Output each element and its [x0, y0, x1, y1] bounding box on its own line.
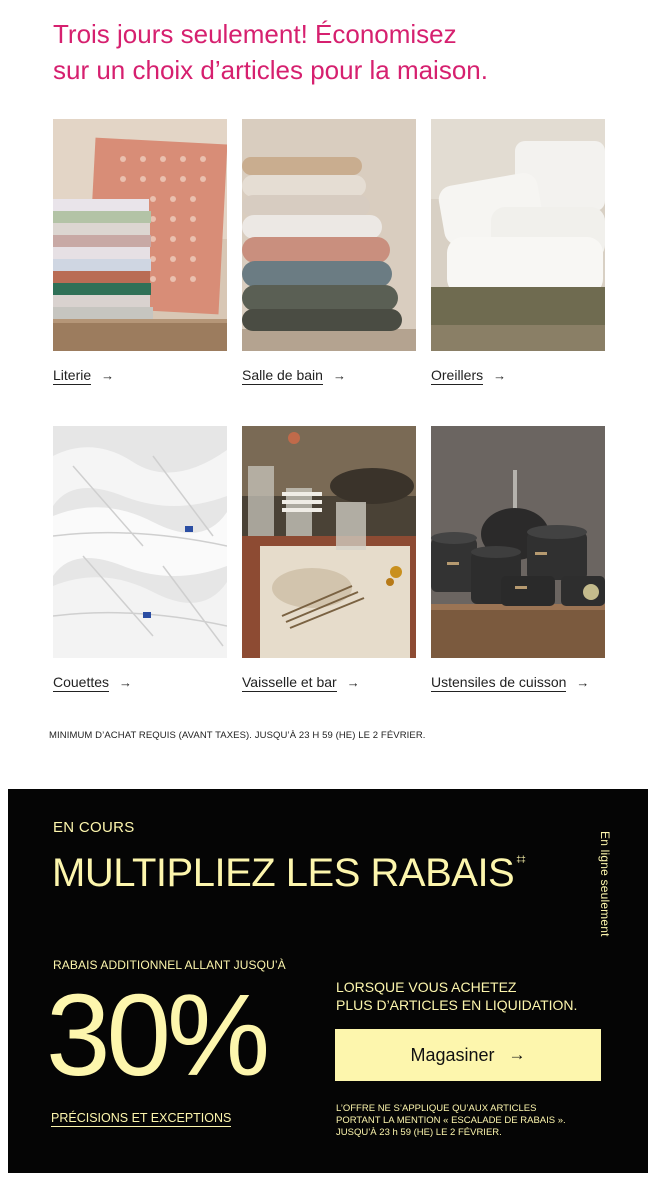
details-and-exceptions-link[interactable]: PRÉCISIONS ET EXCEPTIONS	[51, 1111, 232, 1125]
towels-image	[242, 119, 416, 351]
promo-terms	[336, 1103, 616, 1139]
arrow-right-icon: →	[493, 368, 507, 383]
promo-title-mark: ‡‡	[516, 854, 526, 864]
promo-percent: 30%	[46, 970, 267, 1100]
category-tile-ustensiles-de-cuisson[interactable]	[431, 426, 605, 690]
category-tile-salle-de-bain[interactable]	[242, 119, 416, 383]
category-label: Couettes	[53, 674, 110, 690]
category-link-salle-de-bain[interactable]	[242, 367, 346, 383]
arrow-right-icon: →	[119, 675, 133, 690]
pillows-image	[431, 119, 605, 351]
online-only-label: En ligne seulement	[598, 831, 612, 937]
category-label: Literie	[53, 367, 92, 383]
category-link-vaisselle-et-bar[interactable]	[242, 674, 360, 690]
category-tile-vaisselle-et-bar[interactable]	[242, 426, 416, 690]
promo-terms-line-1: L’OFFRE NE S’APPLIQUE QU’AUX ARTICLES	[336, 1103, 537, 1114]
tableware-image	[242, 426, 416, 658]
category-tile-couettes[interactable]	[53, 426, 227, 690]
arrow-right-icon: →	[346, 675, 360, 690]
promo-condition-line-1: LORSQUE VOUS ACHETEZ	[336, 979, 517, 995]
shop-button[interactable]	[335, 1029, 601, 1081]
promo-title	[52, 851, 525, 896]
duvets-image	[53, 426, 227, 658]
promo-headline	[53, 16, 613, 88]
promo-upto-label: RABAIS ADDITIONNEL ALLANT JUSQU’À	[53, 958, 286, 972]
arrow-right-icon: →	[508, 1045, 526, 1064]
promo-terms-line-2: PORTANT LA MENTION « ESCALADE DE RABAIS ».	[336, 1115, 566, 1126]
shop-button-label: Magasiner	[410, 1044, 495, 1065]
cookware-image	[431, 426, 605, 658]
promo-title-text: MULTIPLIEZ LES RABAIS	[52, 851, 515, 895]
promo-banner	[8, 789, 648, 1173]
promo-condition-line-2: PLUS D’ARTICLES EN LIQUIDATION.	[336, 997, 578, 1013]
arrow-right-icon: →	[332, 368, 346, 383]
arrow-right-icon: →	[576, 675, 590, 690]
purchase-fineprint: MINIMUM D’ACHAT REQUIS (AVANT TAXES). JUSQU’À 23 H 59 (HE) LE 2 FÉVRIER.	[49, 730, 426, 741]
headline-line-1: Trois jours seulement! Économisez	[53, 19, 457, 49]
promo-terms-line-3: JUSQU’À 23 h 59 (HE) LE 2 FÉVRIER.	[336, 1127, 502, 1138]
category-tile-literie[interactable]	[53, 119, 227, 383]
category-tile-oreillers[interactable]	[431, 119, 605, 383]
promo-kicker: EN COURS	[53, 819, 135, 836]
headline-line-2: sur un choix d’articles pour la maison.	[53, 55, 488, 85]
category-label: Ustensiles de cuisson	[431, 674, 567, 690]
bedding-image	[53, 119, 227, 351]
category-link-literie[interactable]	[53, 367, 114, 383]
category-label: Vaisselle et bar	[242, 674, 337, 690]
promo-condition	[336, 978, 616, 1014]
category-label: Oreillers	[431, 367, 484, 383]
category-label: Salle de bain	[242, 367, 323, 383]
category-link-couettes[interactable]	[53, 674, 132, 690]
category-link-ustensiles-de-cuisson[interactable]	[431, 674, 589, 690]
category-link-oreillers[interactable]	[431, 367, 506, 383]
arrow-right-icon: →	[101, 368, 115, 383]
